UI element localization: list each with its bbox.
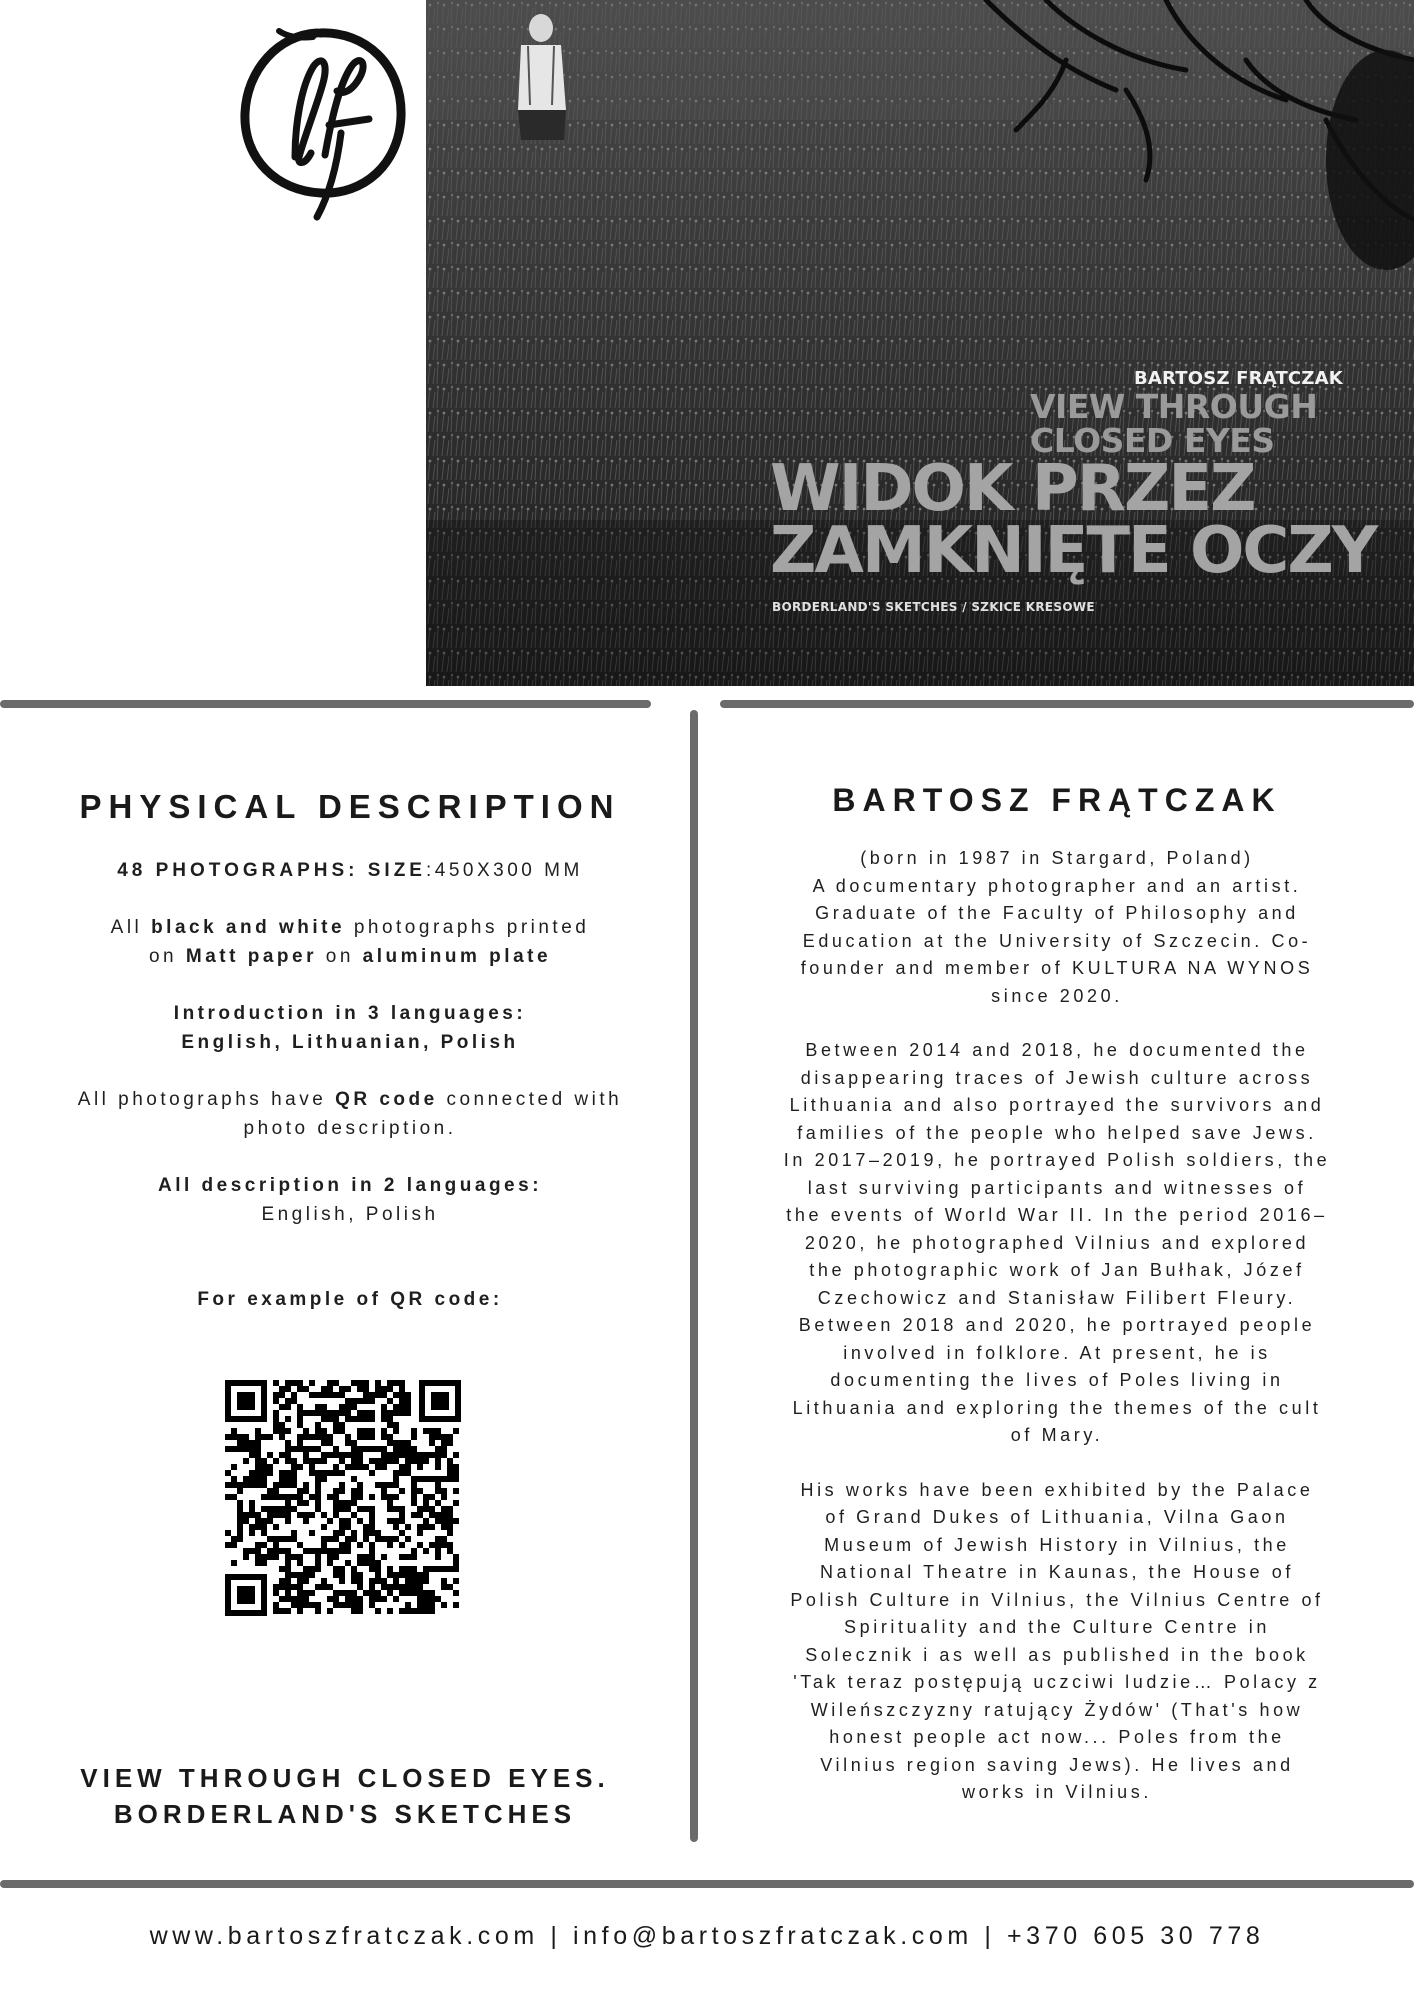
description-spec (20, 1171, 680, 1229)
photos-count-label: 48 PHOTOGRAPHS: SIZE (117, 860, 426, 881)
bio-p2-line: families of the people who helped save Jews. (797, 1122, 1317, 1143)
print-aluminum: aluminum plate (362, 946, 552, 967)
bio-p3-line: Polish Culture in Vilnius, the Vilnius Centre of (790, 1589, 1324, 1610)
bio-p2-line: involved in folklore. At present, he is (843, 1342, 1271, 1363)
bio-p1-line: (born in 1987 in Stargard, Poland) (860, 848, 1254, 868)
bio-p2-line: Lithuania and also portrayed the survivors and (789, 1095, 1325, 1115)
bio-paragraph-1 (712, 845, 1402, 1010)
cover-author: BARTOSZ FRĄTCZAK (1134, 368, 1343, 389)
cover-english-title-line1: VIEW THROUGH (1030, 387, 1318, 426)
cover-english-title (1030, 387, 1318, 460)
desc-line1: All description in 2 languages: (157, 1175, 543, 1196)
bio-p3-line: Solecznik i as well as published in the book (805, 1644, 1309, 1665)
cover-polish-title-line1: WIDOK PRZEZ (770, 452, 1255, 526)
divider-bottom (0, 1880, 1414, 1888)
bio-p3-line: Wileńszczyzny ratujący Żydów' (That's how (810, 1699, 1304, 1720)
exhibition-title (20, 1760, 670, 1832)
photos-size: :450X300 MM (425, 860, 583, 881)
bio-p2-line: the photographic work of Jan Bułhak, Józef (809, 1260, 1305, 1280)
biography (712, 782, 1402, 1807)
qr-code-graphic (225, 1380, 461, 1616)
print-spec (20, 913, 680, 971)
qr-code-icon (225, 1380, 461, 1616)
bio-p2-line: last surviving participants and witnesses of (807, 1177, 1307, 1198)
bio-p2-line: the events of World War II. In the period 2016– (786, 1205, 1328, 1225)
bio-p2-line: disappearing traces of Jewish culture across (800, 1067, 1314, 1088)
bio-p2-line: documenting the lives of Poles living in (830, 1370, 1284, 1390)
bio-p3-line: His works have been exhibited by the Palace (800, 1479, 1314, 1500)
print-text-3: on (148, 946, 186, 967)
contact-separator: | (538, 1922, 574, 1950)
logo (225, 25, 415, 225)
qr-text-2: connected with (437, 1089, 623, 1110)
phone-number[interactable]: +370 605 30 778 (1006, 1922, 1265, 1950)
contact-footer (0, 1922, 1414, 1951)
exhibition-title-line2: BORDERLAND'S SKETCHES (113, 1799, 577, 1829)
introduction-spec (20, 999, 680, 1057)
qr-example-label: For example of QR code: (197, 1289, 503, 1310)
qr-bold: QR code (335, 1089, 438, 1110)
bio-p3-line: of Grand Dukes of Lithuania, Vilna Gaon (825, 1507, 1289, 1527)
bio-p2-line: Between 2018 and 2020, he portrayed people (798, 1315, 1316, 1335)
bio-p3-line: 'Tak teraz postępują uczciwi ludzie… Polacy z (793, 1672, 1321, 1692)
intro-line1: Introduction in 3 languages: (173, 1003, 527, 1024)
cover-photo (426, 0, 1414, 686)
website-link[interactable]: www.bartoszfratczak.com (149, 1922, 539, 1950)
bio-p2-line: of Mary. (1010, 1425, 1104, 1445)
bio-p1-line: A documentary photographer and an artist. (812, 875, 1302, 896)
bio-paragraph-3 (712, 1477, 1402, 1807)
bio-p1-line: founder and member of KULTURA NA WYNOS (800, 958, 1314, 978)
qr-spec (20, 1085, 680, 1143)
bio-p1-line: Education at the University of Szczecin. Co- (802, 930, 1312, 951)
print-matt: Matt paper (185, 946, 317, 967)
print-text-1: All (110, 917, 152, 938)
bio-p3-line: National Theatre in Kaunas, the House of (820, 1562, 1294, 1582)
lf-logo-icon (225, 25, 415, 225)
bio-p2-line: Czechowicz and Stanisław Filibert Fleury. (817, 1287, 1297, 1308)
divider-right (720, 700, 1414, 708)
bio-p3-line: Vilnius region saving Jews). He lives and (820, 1754, 1294, 1775)
bio-p3-line: Museum of Jewish History in Vilnius, the (824, 1534, 1290, 1555)
qr-text-3: photo description. (243, 1118, 457, 1139)
intro-line2: English, Lithuanian, Polish (181, 1032, 519, 1053)
desc-line2: English, Polish (261, 1204, 439, 1225)
cover-polish-title (770, 452, 1377, 588)
bio-p3-line: works in Vilnius. (962, 1782, 1152, 1802)
print-text-2: photographs printed (345, 917, 590, 938)
cover-english-title-line2: CLOSED EYES (1030, 421, 1275, 460)
divider-vertical (690, 710, 698, 1842)
exhibition-title-line1: VIEW THROUGH CLOSED EYES. (80, 1763, 610, 1793)
photos-spec (20, 856, 680, 885)
bio-p2-line: Between 2014 and 2018, he documented the (805, 1040, 1309, 1060)
bio-p2-line: 2020, he photographed Vilnius and explored (804, 1232, 1310, 1253)
bio-name: BARTOSZ FRĄTCZAK (832, 782, 1282, 818)
bio-paragraph-2 (712, 1037, 1402, 1450)
physical-description (20, 788, 680, 1314)
print-text-4: on (316, 946, 363, 967)
cover-polish-title-line2: ZAMKNIĘTE OCZY (770, 514, 1377, 588)
bio-p1-line: Graduate of the Faculty of Philosophy and (815, 903, 1299, 923)
qr-text-1: All photographs have (77, 1089, 336, 1110)
email-link[interactable]: info@bartoszfratczak.com (573, 1922, 973, 1950)
bio-p2-line: In 2017–2019, he portrayed Polish soldiers, the (783, 1150, 1331, 1170)
physical-description-title: PHYSICAL DESCRIPTION (79, 788, 621, 825)
bio-p1-line: since 2020. (991, 985, 1123, 1006)
bio-p3-line: Spirituality and the Culture Centre in (844, 1617, 1270, 1637)
divider-left (0, 700, 651, 708)
cover-subtitle: BORDERLAND'S SKETCHES / SZKICE KRESOWE (772, 600, 1095, 614)
contact-separator: | (972, 1922, 1007, 1950)
bio-p2-line: Lithuania and exploring the themes of the cult (792, 1397, 1322, 1418)
print-bw: black and white (151, 917, 346, 938)
bio-p3-line: honest people act now... Poles from the (829, 1727, 1285, 1747)
